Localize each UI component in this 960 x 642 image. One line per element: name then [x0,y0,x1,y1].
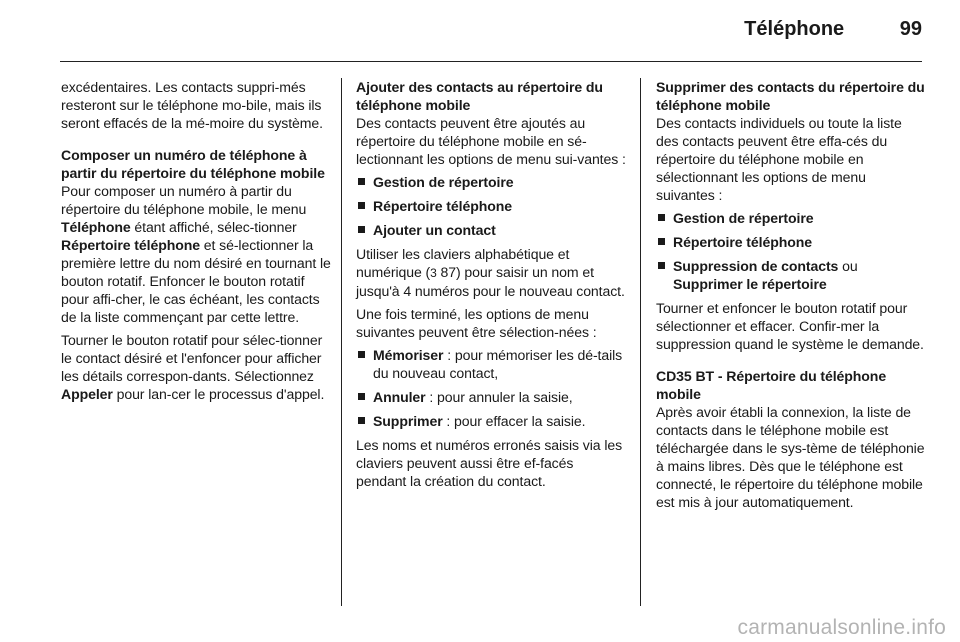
paragraph: Tourner le bouton rotatif pour sélec-tionner le contact désiré et l'enfoncer pour afficher les détails correspon-dants. Sélectionnez Appeler pour lan-cer le processus d'appel. [61,332,325,402]
menu-option-list [356,173,626,239]
paragraph: Après avoir établi la connexion, la liste de contacts dans le téléphone mobile est téléchargée dans le sys-tème de téléphonie à mains libres. Dès que le téléphone est connecté, le répertoire du téléphone mobile est mis à jour automatiquement. [656,404,925,510]
paragraph: Tourner et enfoncer le bouton rotatif pour sélectionner et effacer. Confir-mer la suppression quand le système le demande. [656,300,924,352]
menu-term: Appeler [61,386,113,402]
section-heading: CD35 BT - Répertoire du téléphone mobile [656,368,887,402]
menu-option-list [656,209,926,293]
column-3 [656,78,926,516]
menu-term: Téléphone [61,219,131,235]
column-2 [356,78,626,495]
list-item: Gestion de répertoire [656,209,926,227]
section-heading: Supprimer des contacts du répertoire du téléphone mobile [656,79,925,113]
paragraph: Des contacts individuels ou toute la liste des contacts peuvent être effa-cés du répertoire du téléphone mobile en sélectionnant les options de menu suivantes : [656,115,902,203]
paragraph: Des contacts peuvent être ajoutés au répertoire du téléphone mobile en sé-lectionnant les options de menu sui-vantes : [356,115,626,167]
column-divider [640,78,641,606]
list-item: Répertoire téléphone [356,197,626,215]
page-title: Téléphone [744,18,845,40]
menu-term: Répertoire téléphone [61,237,200,253]
page-header [60,18,922,48]
paragraph: Les noms et numéros erronés saisis via les claviers peuvent aussi être ef-facés pendant la création du contact. [356,437,623,489]
list-item: Gestion de répertoire [356,173,626,191]
list-item: Annuler : pour annuler la saisie, [356,388,626,406]
paragraph: Utiliser les claviers alphabétique et numérique (3 87) pour saisir un nom et jusqu'à 4 numéros pour le nouveau contact. [356,246,625,299]
list-item: Ajouter un contact [356,221,626,239]
menu-option-list [356,346,626,430]
section-heading: Composer un numéro de téléphone à partir du répertoire du téléphone mobile [61,147,325,181]
list-item: Mémoriser : pour mémoriser les dé-tails du nouveau contact, [356,346,626,382]
column-1 [61,78,331,408]
page-number: 99 [899,18,922,40]
paragraph: excédentaires. Les contacts suppri-més resteront sur le téléphone mo-bile, mais ils seront effacés de la mé-moire du système. [61,79,323,131]
header-divider [60,61,922,62]
paragraph: Une fois terminé, les options de menu suivantes peuvent être sélection-nées : [356,306,597,340]
column-divider [341,78,342,606]
list-item: Supprimer : pour effacer la saisie. [356,412,626,430]
paragraph: Pour composer un numéro à partir du répertoire du téléphone mobile, le menu Téléphone étant affiché, sélec-tionner Répertoire téléphone et sé-lectionner la première lettre du nom désiré en tournant le bouton rotatif. Enfoncer le bouton rotatif pour affi-cher, le cas échéant, les contacts de la liste commençant par cette lettre. [61,183,331,325]
section-heading: Ajouter des contacts au répertoire du téléphone mobile [356,79,603,113]
list-item: Suppression de contacts ou Supprimer le répertoire [656,257,926,293]
watermark: carmanualsonline.info [737,616,946,639]
page-reference-arrow-icon: 3 [430,266,437,280]
list-item: Répertoire téléphone [656,233,926,251]
